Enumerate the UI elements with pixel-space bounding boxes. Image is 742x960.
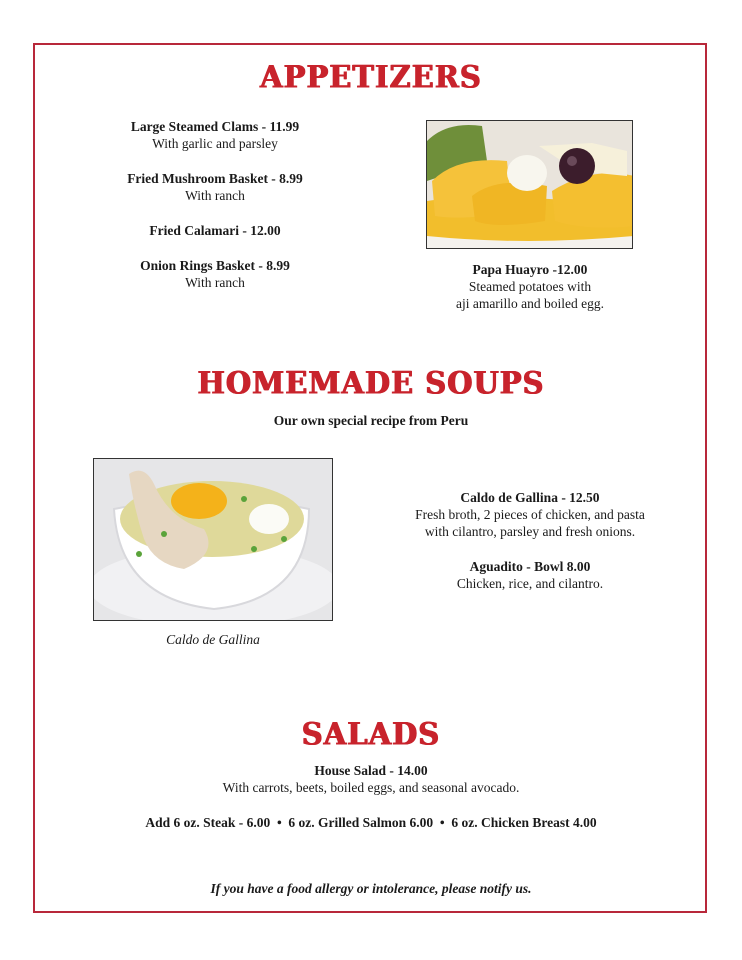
menu-item-name: House Salad - 14.00: [314, 763, 428, 778]
appetizers-list: [95, 118, 335, 291]
appetizers-heading: APPETIZERS: [260, 59, 482, 95]
papa-huayro-image-icon: [427, 121, 633, 249]
menu-item-desc: Steamed potatoes with: [468, 279, 592, 294]
caldo-de-gallina-image-icon: [94, 459, 333, 621]
menu-item-desc: With garlic and parsley: [152, 136, 278, 151]
menu-item-desc: With carrots, beets, boiled eggs, and seasonal avocado.: [222, 780, 520, 795]
menu-item-name: Fried Calamari - 12.00: [149, 223, 281, 238]
menu-item-name: Onion Rings Basket - 8.99: [140, 258, 290, 273]
menu-item-desc: Chicken, rice, and cilantro.: [456, 576, 604, 591]
caldo-caption-wrap: [93, 631, 333, 648]
caldo-caption: Caldo de Gallina: [166, 632, 260, 647]
menu-item-name: Fried Mushroom Basket - 8.99: [127, 171, 303, 186]
papa-huayro-item: [420, 261, 640, 312]
menu-item-name: Aguadito - Bowl 8.00: [469, 559, 591, 574]
soups-list: [380, 489, 680, 592]
menu-item-desc: with cilantro, parsley and fresh onions.: [424, 524, 636, 539]
menu-item-desc: aji amarillo and boiled egg.: [455, 296, 605, 311]
papa-huayro-photo: [426, 120, 633, 249]
menu-item-name: Caldo de Gallina - 12.50: [460, 490, 600, 505]
menu-item-name: Large Steamed Clams - 11.99: [130, 119, 300, 134]
menu-item-desc: With ranch: [185, 188, 245, 203]
allergy-notice: If you have a food allergy or intolerance, please notify us.: [210, 881, 532, 896]
footer: [0, 880, 742, 897]
menu-item-name: Papa Huayro -12.00: [472, 262, 588, 277]
soups-subtitle-wrap: [0, 412, 742, 429]
menu-item-desc: Fresh broth, 2 pieces of chicken, and pasta: [415, 507, 645, 522]
menu-item-desc: With ranch: [185, 275, 245, 290]
soups-heading: HOMEMADE SOUPS: [197, 365, 545, 401]
salads-list: [0, 762, 742, 831]
salads-heading: SALADS: [301, 716, 441, 752]
soups-subtitle: Our own special recipe from Peru: [273, 413, 469, 428]
caldo-de-gallina-photo: [93, 458, 333, 621]
salad-addons: Add 6 oz. Steak - 6.00 • 6 oz. Grilled Salmon 6.00 • 6 oz. Chicken Breast 4.00: [145, 815, 597, 830]
